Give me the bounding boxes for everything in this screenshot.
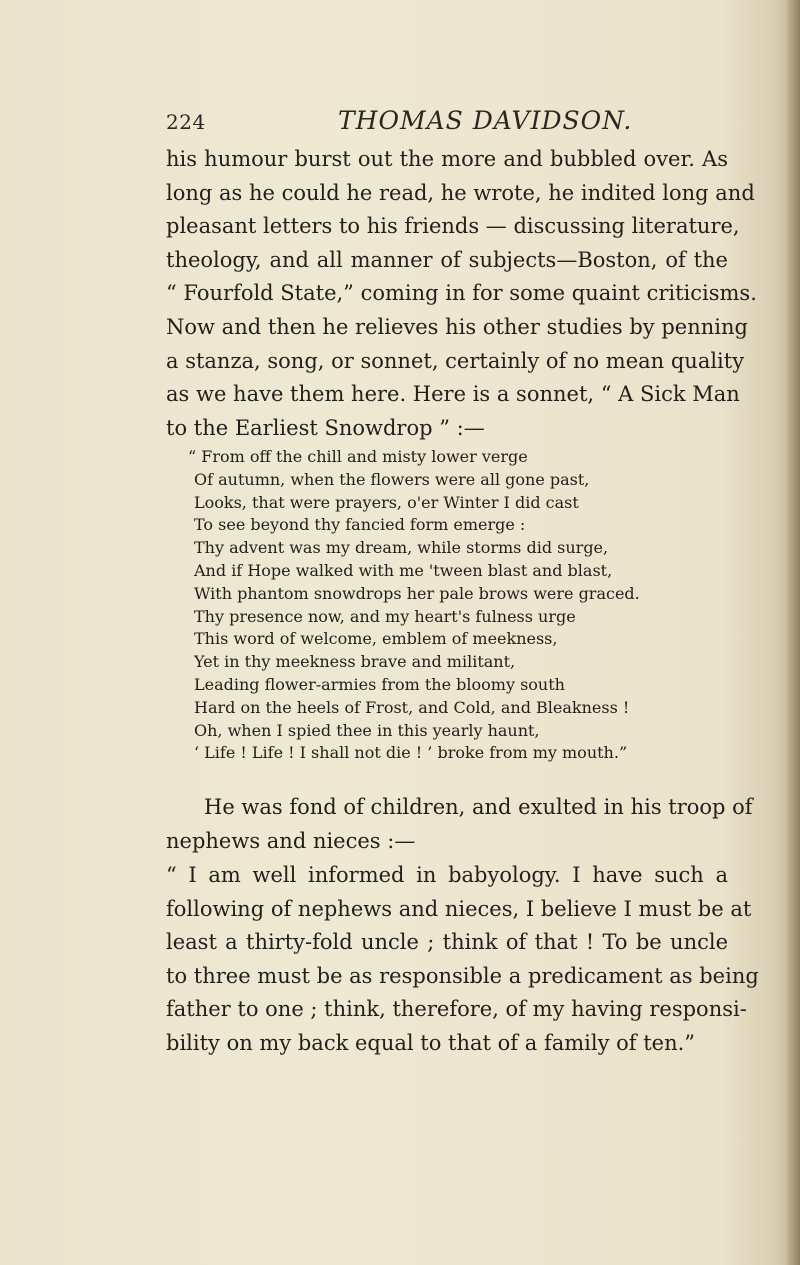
text-line: bility on my back equal to that of a family of ten.” — [166, 1030, 696, 1055]
poem-line: Thy presence now, and my heart's fulness urge — [194, 606, 576, 626]
paragraph-3 — [166, 859, 759, 1061]
text-line: following of nephews and nieces, I believe I must be at — [166, 896, 752, 921]
poem-line: Of autumn, when the flowers were all gone past, — [194, 469, 590, 489]
text-line: theology, and all manner of subjects—Boston, of the — [166, 247, 728, 272]
text-line: to three must be as responsible a predicament as being — [166, 963, 759, 988]
poem-line: This word of welcome, emblem of meekness, — [194, 629, 558, 649]
sonnet — [188, 446, 734, 765]
page-edge-shadow — [786, 0, 800, 1265]
poem-line: Hard on the heels of Frost, and Cold, and Bleakness ! — [194, 697, 630, 717]
poem-line: Looks, that were prayers, o'er Winter I did cast — [194, 492, 579, 512]
poem-line: ‘ Life ! Life ! I shall not die ! ’ broke from my mouth.” — [194, 743, 628, 763]
poem-line: Yet in thy meekness brave and militant, — [194, 652, 516, 672]
poem-line: Leading flower-armies from the bloomy south — [194, 674, 565, 694]
running-head: THOMAS DAVIDSON. — [338, 106, 633, 135]
paragraph-1 — [166, 143, 757, 445]
text-line: “ I am well informed in babyology. I have such a — [166, 863, 728, 887]
text-line: as we have them here. Here is a sonnet, “ A Sick Man — [166, 382, 740, 407]
text-line: pleasant letters to his friends — discussing literature, — [166, 214, 740, 239]
paragraph-2 — [166, 791, 753, 858]
text-line: his humour burst out the more and bubbled over. As — [166, 147, 728, 171]
text-line: “ Fourfold State,” coming in for some quaint criticisms. — [166, 281, 757, 306]
poem-line: “ From off the chill and misty lower verge — [188, 447, 528, 466]
text-line: nephews and nieces :— — [166, 828, 416, 853]
poem-line: Thy advent was my dream, while storms did surge, — [194, 538, 609, 558]
page-header — [166, 104, 726, 144]
text-line: least a thirty-fold uncle ; think of that ! To be uncle — [166, 930, 728, 955]
poem-line: Oh, when I spied thee in this yearly haunt, — [194, 720, 540, 740]
text-line: Now and then he relieves his other studies by penning — [166, 314, 748, 339]
text-line: to the Earliest Snowdrop ” :— — [166, 415, 485, 440]
page-number: 224 — [166, 110, 206, 134]
text-line: father to one ; think, therefore, of my having responsi- — [166, 997, 747, 1022]
text-line: He was fond of children, and exulted in his troop of — [204, 795, 753, 819]
text-line: long as he could he read, he wrote, he indited long and — [166, 180, 755, 205]
poem-line: To see beyond thy fancied form emerge : — [194, 515, 526, 535]
poem-line: And if Hope walked with me 'tween blast and blast, — [194, 560, 613, 580]
text-line: a stanza, song, or sonnet, certainly of no mean quality — [166, 348, 745, 373]
poem-line: With phantom snowdrops her pale brows were graced. — [194, 583, 640, 603]
